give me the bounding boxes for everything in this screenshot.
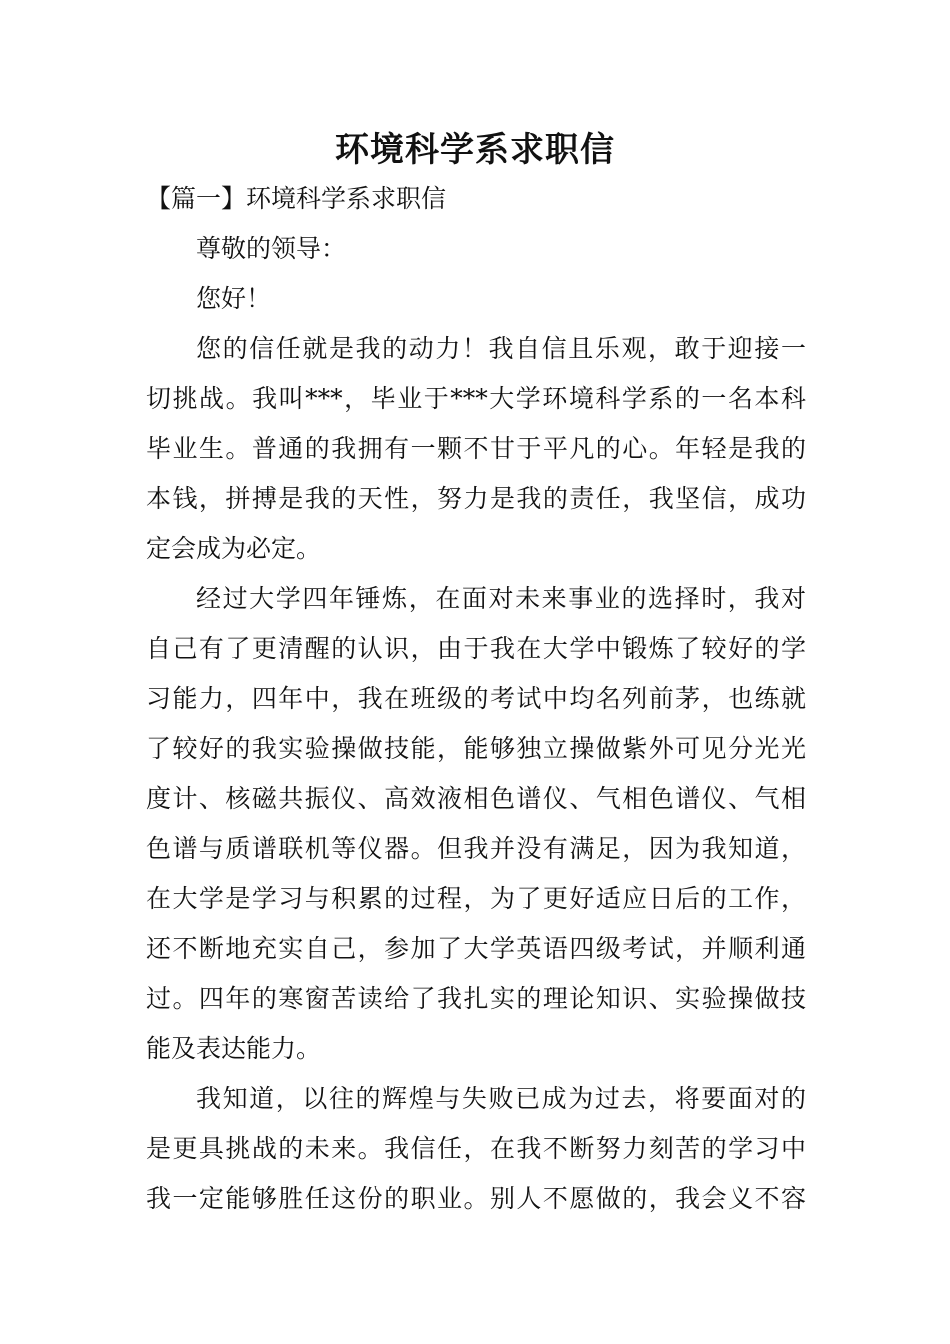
body-line: 习能力，四年中，我在班级的考试中均名列前茅，也练就 — [146, 684, 806, 713]
body-line: 还不断地充实自己，参加了大学英语四级考试，并顺利通 — [146, 934, 806, 963]
body-line: 我知道，以往的辉煌与失败已成为过去，将要面对的 — [196, 1084, 806, 1113]
document-title: 环境科学系求职信 — [335, 130, 615, 170]
body-line: 在大学是学习与积累的过程，为了更好适应日后的工作， — [146, 884, 806, 913]
body-line: 毕业生。普通的我拥有一颗不甘于平凡的心。年轻是我的 — [146, 434, 806, 463]
body-line: 切挑战。我叫***，毕业于***大学环境科学系的一名本科 — [146, 384, 806, 413]
body-line: 度计、核磁共振仪、高效液相色谱仪、气相色谱仪、气相 — [146, 784, 806, 813]
body-line: 我一定能够胜任这份的职业。别人不愿做的，我会义不容 — [146, 1184, 806, 1213]
body-line: 了较好的我实验操做技能，能够独立操做紫外可见分光光 — [146, 734, 806, 763]
greeting-line: 您好！ — [196, 284, 272, 313]
body-line: 是更具挑战的未来。我信任，在我不断努力刻苦的学习中 — [146, 1134, 806, 1163]
body-line: 经过大学四年锤炼，在面对未来事业的选择时，我对 — [196, 584, 806, 613]
section-heading: 【篇一】环境科学系求职信 — [146, 184, 447, 213]
body-line: 过。四年的寒窗苦读给了我扎实的理论知识、实验操做技 — [146, 984, 806, 1013]
body-line: 本钱，拼搏是我的天性，努力是我的责任，我坚信，成功 — [146, 484, 806, 513]
body-line: 定会成为必定。 — [146, 534, 322, 563]
body-line: 色谱与质谱联机等仪器。但我并没有满足，因为我知道， — [146, 834, 806, 863]
body-line: 您的信任就是我的动力！我自信且乐观，敢于迎接一 — [196, 334, 806, 363]
body-line: 能及表达能力。 — [146, 1034, 322, 1063]
salutation-line: 尊敬的领导： — [196, 234, 347, 263]
body-line: 自己有了更清醒的认识，由于我在大学中锻炼了较好的学 — [146, 634, 806, 663]
